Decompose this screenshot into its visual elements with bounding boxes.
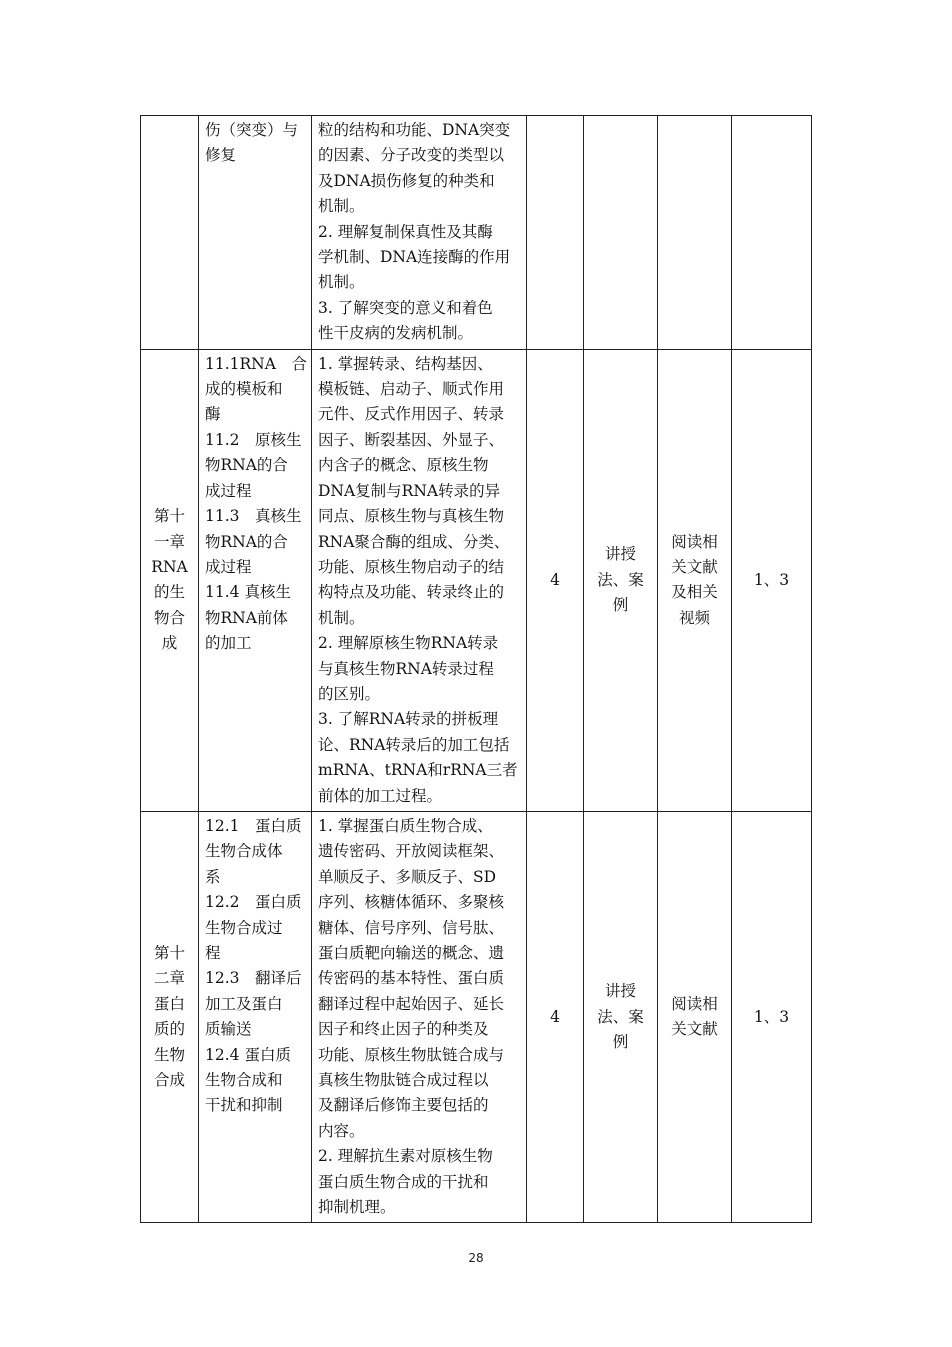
hours-cell: [527, 116, 584, 350]
objectives-cell-line: 机制。: [318, 197, 365, 216]
objectives-cell-line: 遗传密码、开放阅读框架、: [318, 842, 505, 861]
sections-cell-line: 酶: [205, 405, 221, 424]
sections-cell-line: 生物合成体: [205, 842, 283, 861]
objectives-cell-line: 与真核生物RNA转录过程: [318, 659, 494, 678]
syllabus-table: [140, 115, 812, 1223]
objectives-cell-line: 2. 理解复制保真性及其酶: [318, 222, 493, 241]
sections-cell-line: 物RNA的合: [205, 456, 288, 475]
objectives-cell-line: 序列、核糖体循环、多聚核: [318, 893, 505, 912]
resources-cell-line: 阅读相: [671, 994, 718, 1013]
chapter-cell-line: 第十: [153, 507, 185, 526]
sections-cell-line: 12.2 蛋白质: [205, 893, 302, 912]
sections-cell-line: 生物合成和: [205, 1071, 283, 1090]
chapter-cell-line: RNA: [151, 557, 188, 576]
sections-cell-line: 11.4 真核生: [205, 583, 291, 602]
objectives-cell-line: 的因素、分子改变的类型以: [318, 146, 505, 165]
methods-cell-line: 例: [612, 596, 629, 615]
objectives-cell-line: 内含子的概念、原核生物: [318, 456, 489, 475]
sections-cell-line: 物RNA的合: [205, 532, 288, 551]
objectives-cell-line: 单顺反子、多顺反子、SD: [318, 867, 497, 886]
objectives-cell-line: 蛋白质靶向输送的概念、遗: [318, 944, 505, 962]
sections-cell: [199, 811, 312, 1223]
page-number: 28: [468, 1251, 484, 1265]
sections-cell-line: 成过程: [205, 557, 252, 576]
objectives-cell-line: 元件、反式作用因子、转录: [318, 405, 505, 424]
objectives-cell-line: 及翻译后修饰主要包括的: [318, 1096, 489, 1115]
objectives-cell-line: 构特点及功能、转录终止的: [318, 583, 505, 602]
targets-cell-value: 1、3: [753, 1007, 790, 1026]
chapter-cell: [141, 811, 199, 1223]
methods-cell: [584, 811, 658, 1223]
chapter-cell-line: 生物: [153, 1045, 185, 1064]
resources-cell: [658, 349, 732, 811]
methods-cell: [584, 116, 658, 350]
resources-cell-line: 阅读相: [671, 532, 718, 551]
sections-cell-line: 物RNA前体: [205, 608, 288, 627]
sections-cell-line: 11.2 原核生: [205, 430, 302, 449]
objectives-cell-line: 学机制、DNA连接酶的作用: [318, 248, 511, 267]
methods-cell-line: 讲授: [604, 545, 636, 564]
targets-cell: [732, 811, 812, 1223]
sections-cell-line: 伤（突变）与: [205, 121, 299, 139]
objectives-cell-line: 1. 掌握蛋白质生物合成、: [318, 816, 493, 835]
objectives-cell-line: 前体的加工过程。: [318, 786, 443, 805]
sections-cell-line: 程: [205, 944, 221, 962]
objectives-cell-line: 因子和终止因子的种类及: [318, 1020, 489, 1039]
resources-cell: [658, 811, 732, 1223]
methods-cell-line: 讲授: [604, 982, 636, 1001]
objectives-cell-line: 内容。: [318, 1121, 365, 1140]
table-row: [141, 349, 812, 811]
objectives-cell-line: RNA聚合酶的组成、分类、: [318, 532, 510, 551]
table-row: [141, 811, 812, 1223]
sections-cell-line: 加工及蛋白: [205, 994, 283, 1013]
sections-cell-line: 成的模板和: [205, 380, 283, 399]
sections-cell-line: 生物合成过: [205, 918, 283, 937]
objectives-cell-line: 2. 理解抗生素对原核生物: [318, 1147, 493, 1166]
objectives-cell-line: 糖体、信号序列、信号肽、: [318, 918, 505, 937]
chapter-cell-line: 蛋白: [153, 994, 185, 1013]
objectives-cell-line: 粒的结构和功能、DNA突变: [318, 121, 511, 139]
objectives-cell: [312, 116, 527, 350]
sections-cell: [199, 349, 312, 811]
objectives-cell-line: 的区别。: [318, 684, 381, 703]
sections-cell-line: 干扰和抑制: [205, 1096, 283, 1115]
objectives-cell-line: 3. 了解RNA转录的拼板理: [318, 710, 499, 729]
methods-cell-line: 例: [612, 1032, 629, 1051]
resources-cell-line: 及相关: [671, 583, 718, 602]
chapter-cell-line: 成: [161, 634, 178, 653]
objectives-cell-line: 功能、原核生物肽链合成与: [318, 1045, 505, 1064]
chapter-cell-line: 的生: [153, 583, 185, 602]
sections-cell-line: 11.3 真核生: [205, 507, 302, 526]
objectives-cell-line: 1. 掌握转录、结构基因、: [318, 354, 493, 373]
chapter-cell-line: 一章: [153, 532, 185, 551]
sections-cell-line: 12.1 蛋白质: [205, 816, 302, 835]
objectives-cell-line: 3. 了解突变的意义和着色: [318, 298, 493, 317]
objectives-cell-line: 2. 理解原核生物RNA转录: [318, 634, 499, 653]
sections-cell-line: 修复: [205, 146, 237, 165]
syllabus-body: [141, 116, 812, 1223]
chapter-cell: [141, 349, 199, 811]
resources-cell-line: 关文献: [671, 1020, 718, 1039]
hours-cell: [527, 349, 584, 811]
hours-cell: [527, 811, 584, 1223]
methods-cell: [584, 349, 658, 811]
objectives-cell: [312, 811, 527, 1223]
resources-cell-line: 视频: [678, 608, 710, 627]
targets-cell: [732, 349, 812, 811]
methods-cell-line: 法、案: [597, 570, 644, 589]
objectives-cell-line: 机制。: [318, 608, 365, 627]
objectives-cell-line: mRNA、tRNA和rRNA三者: [318, 761, 518, 780]
chapter-cell-line: 二章: [153, 969, 185, 988]
objectives-cell-line: 因子、断裂基因、外显子、: [318, 430, 505, 449]
chapter-cell-line: 质的: [153, 1020, 185, 1039]
objectives-cell-line: 及DNA损伤修复的种类和: [318, 171, 495, 190]
targets-cell: [732, 116, 812, 350]
sections-cell-line: 系: [205, 867, 221, 886]
sections-cell-line: 的加工: [205, 634, 252, 653]
objectives-cell: [312, 349, 527, 811]
sections-cell-line: 11.1RNA 合: [205, 354, 307, 373]
sections-cell-line: 12.3 翻译后: [205, 969, 302, 988]
objectives-cell-line: 真核生物肽链合成过程以: [318, 1071, 489, 1090]
objectives-cell-line: 功能、原核生物启动子的结: [318, 557, 505, 576]
resources-cell: [658, 116, 732, 350]
chapter-cell-line: 第十: [153, 944, 185, 962]
objectives-cell-line: 性干皮病的发病机制。: [318, 324, 474, 343]
objectives-cell-line: 传密码的基本特性、蛋白质: [318, 969, 505, 988]
hours-cell-value: 4: [550, 1007, 560, 1026]
targets-cell-value: 1、3: [753, 570, 790, 589]
sections-cell: [199, 116, 312, 350]
sections-cell-line: 成过程: [205, 481, 252, 500]
hours-cell-value: 4: [550, 570, 560, 589]
table-row: [141, 116, 812, 350]
objectives-cell-line: 蛋白质生物合成的干扰和: [318, 1172, 489, 1191]
objectives-cell-line: 抑制机理。: [318, 1198, 396, 1217]
objectives-cell-line: 机制。: [318, 273, 365, 292]
objectives-cell-line: DNA复制与RNA转录的异: [318, 481, 501, 500]
chapter-cell-line: 物合: [153, 608, 185, 627]
sections-cell-line: 质输送: [205, 1020, 252, 1039]
objectives-cell-line: 同点、原核生物与真核生物: [318, 507, 505, 526]
objectives-cell-line: 论、RNA转录后的加工包括: [318, 735, 510, 754]
objectives-cell-line: 模板链、启动子、顺式作用: [318, 380, 505, 399]
objectives-cell-line: 翻译过程中起始因子、延长: [318, 994, 505, 1013]
methods-cell-line: 法、案: [597, 1007, 644, 1026]
resources-cell-line: 关文献: [671, 557, 718, 576]
chapter-cell: [141, 116, 199, 350]
chapter-cell-line: 合成: [153, 1071, 185, 1090]
sections-cell-line: 12.4 蛋白质: [205, 1045, 291, 1064]
